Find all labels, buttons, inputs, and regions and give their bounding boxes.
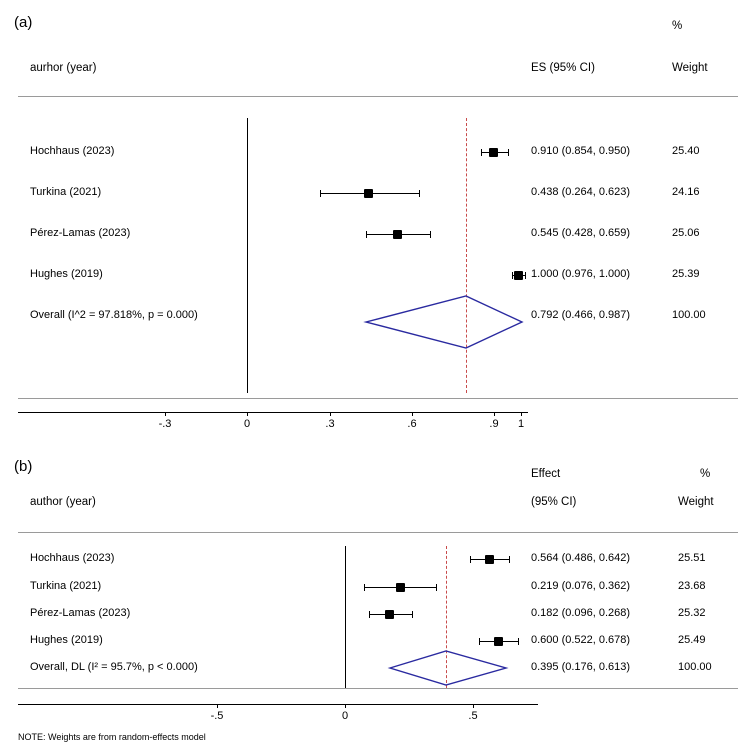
panel-b-axis-tick xyxy=(217,704,218,708)
panel-a-ci-cap-right xyxy=(525,272,526,279)
panel-b-effect-header-line2: (95% CI) xyxy=(531,496,577,508)
panel-a-axis-tick-label: .9 xyxy=(489,418,499,430)
panel-b-overall-weight-value: 100.00 xyxy=(678,661,712,673)
panel-b-percent-symbol: % xyxy=(700,468,711,480)
panel-a-es-value: 0.545 (0.428, 0.659) xyxy=(531,227,631,239)
panel-b-effect-header-line1: Effect xyxy=(531,468,561,480)
panel-a-weight-value: 25.40 xyxy=(672,145,700,157)
panel-b-weight-value: 25.32 xyxy=(678,607,706,619)
panel-a-overall-label: Overall (I^2 = 97.818%, p = 0.000) xyxy=(30,309,198,321)
panel-a-ci-cap-left xyxy=(320,190,321,197)
panel-a-weight-column-header: Weight xyxy=(672,62,708,74)
panel-a-es-column-header: ES (95% CI) xyxy=(531,62,595,74)
panel-a-null-line xyxy=(247,118,248,393)
panel-a-ci-cap-right xyxy=(419,190,420,197)
panel-b-study-column-header: author (year) xyxy=(30,496,96,508)
panel-b-ci-cap-left xyxy=(470,556,471,563)
panel-a-weight-value: 24.16 xyxy=(672,186,700,198)
panel-a-axis-tick-label: .6 xyxy=(407,418,417,430)
panel-a-ci-cap-right xyxy=(430,231,431,238)
panel-b-es-value: 0.182 (0.096, 0.268) xyxy=(531,607,631,619)
panel-b-note: NOTE: Weights are from random-effects model xyxy=(18,732,206,742)
panel-b-overall-es-value: 0.395 (0.176, 0.613) xyxy=(531,661,631,673)
panel-b-ci-cap-right xyxy=(509,556,510,563)
panel-a-axis-tick xyxy=(521,412,522,416)
panel-a-marker-box xyxy=(514,271,523,280)
panel-a-study-label: Hughes (2019) xyxy=(30,268,103,280)
panel-b-es-value: 0.219 (0.076, 0.362) xyxy=(531,580,631,592)
panel-a-percent-symbol: % xyxy=(672,20,683,32)
panel-b-header-rule xyxy=(18,532,738,533)
panel-b-bottom-rule xyxy=(18,688,738,689)
panel-a-weight-value: 25.06 xyxy=(672,227,700,239)
panel-b-axis-tick-label: -.5 xyxy=(210,710,224,722)
panel-a-es-value: 1.000 (0.976, 1.000) xyxy=(531,268,631,280)
panel-a-header-rule xyxy=(18,96,738,97)
panel-b-ci-cap-left xyxy=(364,584,365,591)
panel-a-axis-tick-label: -.3 xyxy=(158,418,172,430)
panel-b-weight-column-header: Weight xyxy=(678,496,714,508)
panel-b-marker-box xyxy=(385,610,394,619)
panel-b-marker-box xyxy=(485,555,494,564)
panel-a-axis-tick-label: 0 xyxy=(243,418,251,430)
panel-a-axis-tick xyxy=(330,412,331,416)
panel-a-es-value: 0.910 (0.854, 0.950) xyxy=(531,145,631,157)
panel-a-es-value: 0.438 (0.264, 0.623) xyxy=(531,186,631,198)
panel-b-study-label: Hughes (2019) xyxy=(30,634,103,646)
panel-a-axis-tick xyxy=(165,412,166,416)
panel-b-axis-tick xyxy=(345,704,346,708)
panel-a-x-axis xyxy=(18,412,528,413)
panel-b-null-line xyxy=(345,546,346,688)
panel-b-study-label: Turkina (2021) xyxy=(30,580,102,592)
panel-a-study-label: Pérez-Lamas (2023) xyxy=(30,227,131,239)
panel-b-marker-box xyxy=(494,637,503,646)
panel-a-marker-box xyxy=(393,230,402,239)
panel-a-ci-cap-right xyxy=(508,149,509,156)
forest-plot-panel-b xyxy=(0,440,756,754)
panel-a-axis-tick xyxy=(247,412,248,416)
panel-b-marker-box xyxy=(396,583,405,592)
panel-a-label: (a) xyxy=(14,14,33,31)
panel-a-marker-box xyxy=(364,189,373,198)
panel-b-label: (b) xyxy=(14,458,33,475)
panel-a-ci-cap-left xyxy=(512,272,513,279)
panel-a-axis-tick xyxy=(412,412,413,416)
panel-a-ci-cap-left xyxy=(366,231,367,238)
panel-b-weight-value: 25.49 xyxy=(678,634,706,646)
panel-b-ci-cap-right xyxy=(412,611,413,618)
panel-b-overall-label: Overall, DL (I² = 95.7%, p < 0.000) xyxy=(30,661,198,673)
panel-a-overall-es-value: 0.792 (0.466, 0.987) xyxy=(531,309,631,321)
panel-b-study-label: Pérez-Lamas (2023) xyxy=(30,607,131,619)
panel-b-weight-value: 25.51 xyxy=(678,552,706,564)
panel-b-ci-cap-left xyxy=(369,611,370,618)
panel-a-pooled-dashed-line xyxy=(466,118,467,393)
panel-a-axis-tick-label: 1 xyxy=(517,418,525,430)
panel-b-ci-cap-right xyxy=(518,638,519,645)
panel-a-weight-value: 25.39 xyxy=(672,268,700,280)
panel-b-axis-tick-label: .5 xyxy=(468,710,478,722)
panel-b-es-value: 0.564 (0.486, 0.642) xyxy=(531,552,631,564)
panel-b-x-axis xyxy=(18,704,538,705)
panel-a-ci-cap-left xyxy=(481,149,482,156)
panel-b-es-value: 0.600 (0.522, 0.678) xyxy=(531,634,631,646)
panel-a-study-label: Turkina (2021) xyxy=(30,186,102,198)
panel-b-axis-tick xyxy=(473,704,474,708)
panel-b-weight-value: 23.68 xyxy=(678,580,706,592)
panel-b-overall-diamond xyxy=(388,649,508,687)
panel-b-study-label: Hochhaus (2023) xyxy=(30,552,115,564)
panel-a-overall-weight-value: 100.00 xyxy=(672,309,706,321)
panel-a-axis-tick-label: .3 xyxy=(325,418,335,430)
panel-b-axis-tick-label: 0 xyxy=(341,710,349,722)
panel-a-bottom-rule xyxy=(18,398,738,399)
panel-a-axis-tick xyxy=(494,412,495,416)
panel-a-overall-diamond xyxy=(364,294,524,350)
panel-a-marker-box xyxy=(489,148,498,157)
panel-b-ci-cap-right xyxy=(436,584,437,591)
panel-a-study-label: Hochhaus (2023) xyxy=(30,145,115,157)
panel-a-study-column-header: aurhor (year) xyxy=(30,62,97,74)
panel-b-ci-cap-left xyxy=(479,638,480,645)
